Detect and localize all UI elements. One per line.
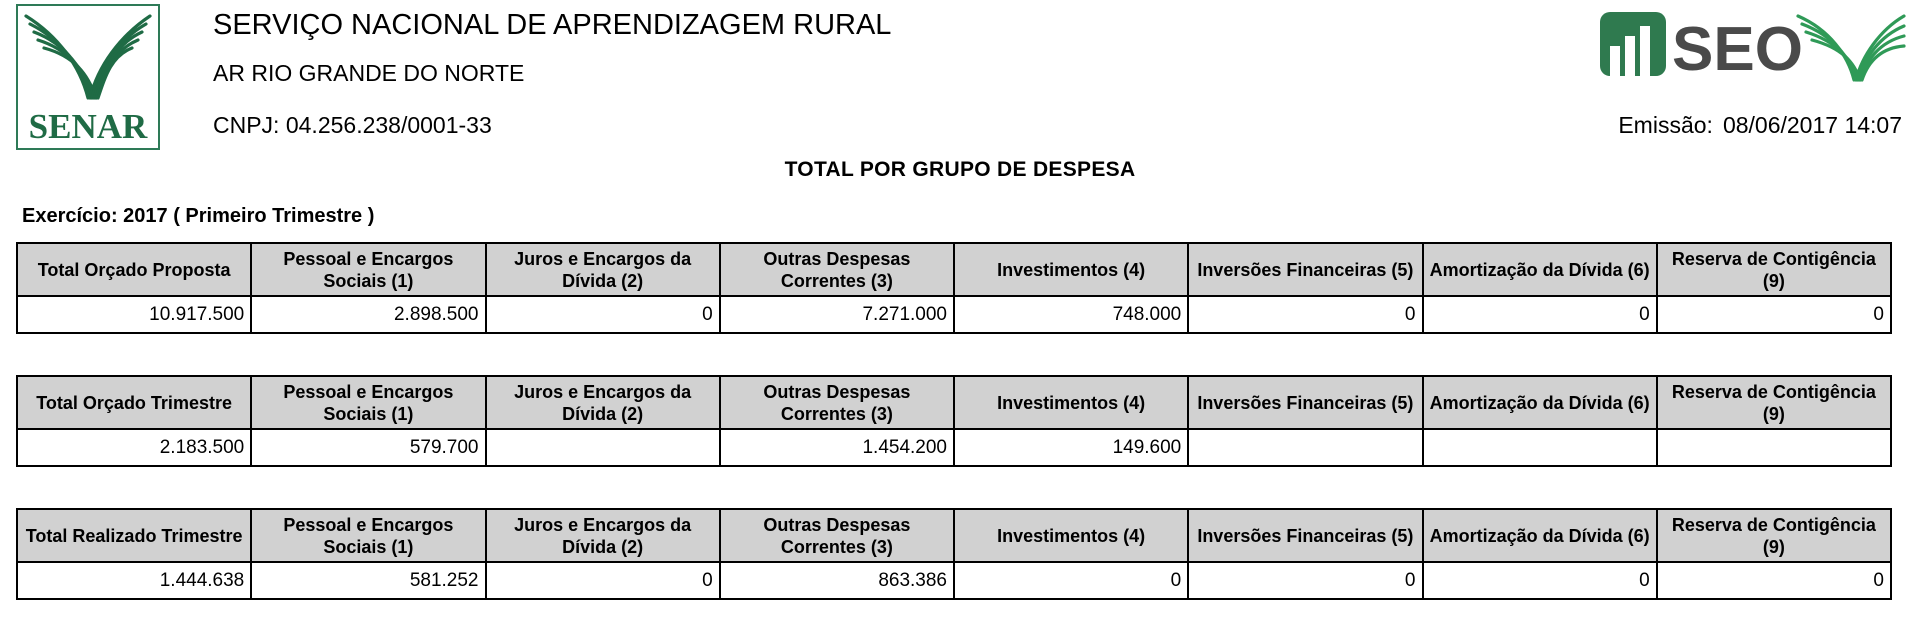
column-header: Pessoal e Encargos Sociais (1) xyxy=(251,243,485,296)
column-header: Reserva de Contigência (9) xyxy=(1657,509,1891,562)
column-header: Reserva de Contigência (9) xyxy=(1657,376,1891,429)
table-cell xyxy=(486,429,720,466)
budget-proposal-table xyxy=(16,242,1892,334)
organization-regional: AR RIO GRANDE DO NORTE xyxy=(213,60,525,86)
column-header: Total Orçado Proposta xyxy=(17,243,251,296)
table-cell: 149.600 xyxy=(954,429,1188,466)
table-cell: 2.183.500 xyxy=(17,429,251,466)
column-header: Total Realizado Trimestre xyxy=(17,509,251,562)
column-header: Pessoal e Encargos Sociais (1) xyxy=(251,509,485,562)
column-header: Pessoal e Encargos Sociais (1) xyxy=(251,376,485,429)
table-cell: 0 xyxy=(1657,562,1891,599)
table-cell: 0 xyxy=(1423,296,1657,333)
column-header: Amortização da Dívida (6) xyxy=(1423,243,1657,296)
organization-name: SERVIÇO NACIONAL DE APRENDIZAGEM RURAL xyxy=(213,9,892,41)
column-header: Outras Despesas Correntes (3) xyxy=(720,376,954,429)
seo-wheat-icon xyxy=(1798,16,1904,80)
table-cell: 748.000 xyxy=(954,296,1188,333)
table-row xyxy=(17,562,1891,599)
table-cell: 0 xyxy=(1188,562,1422,599)
table-cell: 2.898.500 xyxy=(251,296,485,333)
emission-date xyxy=(1618,112,1902,139)
column-header: Inversões Financeiras (5) xyxy=(1188,243,1422,296)
table-cell: 579.700 xyxy=(251,429,485,466)
column-header: Amortização da Dívida (6) xyxy=(1423,376,1657,429)
table-cell: 581.252 xyxy=(251,562,485,599)
table-cell: 10.917.500 xyxy=(17,296,251,333)
column-header: Investimentos (4) xyxy=(954,243,1188,296)
table-cell: 0 xyxy=(486,562,720,599)
organization-cnpj: CNPJ: 04.256.238/0001-33 xyxy=(213,112,492,138)
column-header: Total Orçado Trimestre xyxy=(17,376,251,429)
table-cell: 863.386 xyxy=(720,562,954,599)
realized-quarter-table xyxy=(16,508,1892,600)
table-cell: 0 xyxy=(1657,296,1891,333)
budget-quarter-table xyxy=(16,375,1892,467)
table-cell xyxy=(1657,429,1891,466)
table-header-row xyxy=(17,509,1891,562)
fiscal-year-label: Exercício: 2017 ( Primeiro Trimestre ) xyxy=(22,205,375,227)
column-header: Juros e Encargos da Dívida (2) xyxy=(486,509,720,562)
column-header: Inversões Financeiras (5) xyxy=(1188,376,1422,429)
senar-logo-text: SENAR xyxy=(28,107,148,146)
table-header-row xyxy=(17,243,1891,296)
column-header: Investimentos (4) xyxy=(954,376,1188,429)
emission-label: Emissão: xyxy=(1618,112,1713,138)
seo-logo-text: SEO xyxy=(1672,15,1803,84)
table-cell xyxy=(1188,429,1422,466)
table-header-row xyxy=(17,376,1891,429)
table-row xyxy=(17,429,1891,466)
table-cell: 0 xyxy=(954,562,1188,599)
table-cell: 1.454.200 xyxy=(720,429,954,466)
table-row xyxy=(17,296,1891,333)
column-header: Outras Despesas Correntes (3) xyxy=(720,243,954,296)
table-cell: 0 xyxy=(1423,562,1657,599)
table-cell: 1.444.638 xyxy=(17,562,251,599)
table-cell: 7.271.000 xyxy=(720,296,954,333)
report-title: TOTAL POR GRUPO DE DESPESA xyxy=(784,158,1136,181)
column-header: Inversões Financeiras (5) xyxy=(1188,509,1422,562)
column-header: Reserva de Contigência (9) xyxy=(1657,243,1891,296)
seo-logo xyxy=(1598,6,1908,86)
table-cell xyxy=(1423,429,1657,466)
column-header: Juros e Encargos da Dívida (2) xyxy=(486,376,720,429)
column-header: Investimentos (4) xyxy=(954,509,1188,562)
column-header: Juros e Encargos da Dívida (2) xyxy=(486,243,720,296)
table-cell: 0 xyxy=(1188,296,1422,333)
table-cell: 0 xyxy=(486,296,720,333)
column-header: Outras Despesas Correntes (3) xyxy=(720,509,954,562)
emission-value: 08/06/2017 14:07 xyxy=(1722,112,1902,138)
senar-wheat-emblem xyxy=(18,6,158,106)
senar-logo xyxy=(16,4,160,150)
column-header: Amortização da Dívida (6) xyxy=(1423,509,1657,562)
